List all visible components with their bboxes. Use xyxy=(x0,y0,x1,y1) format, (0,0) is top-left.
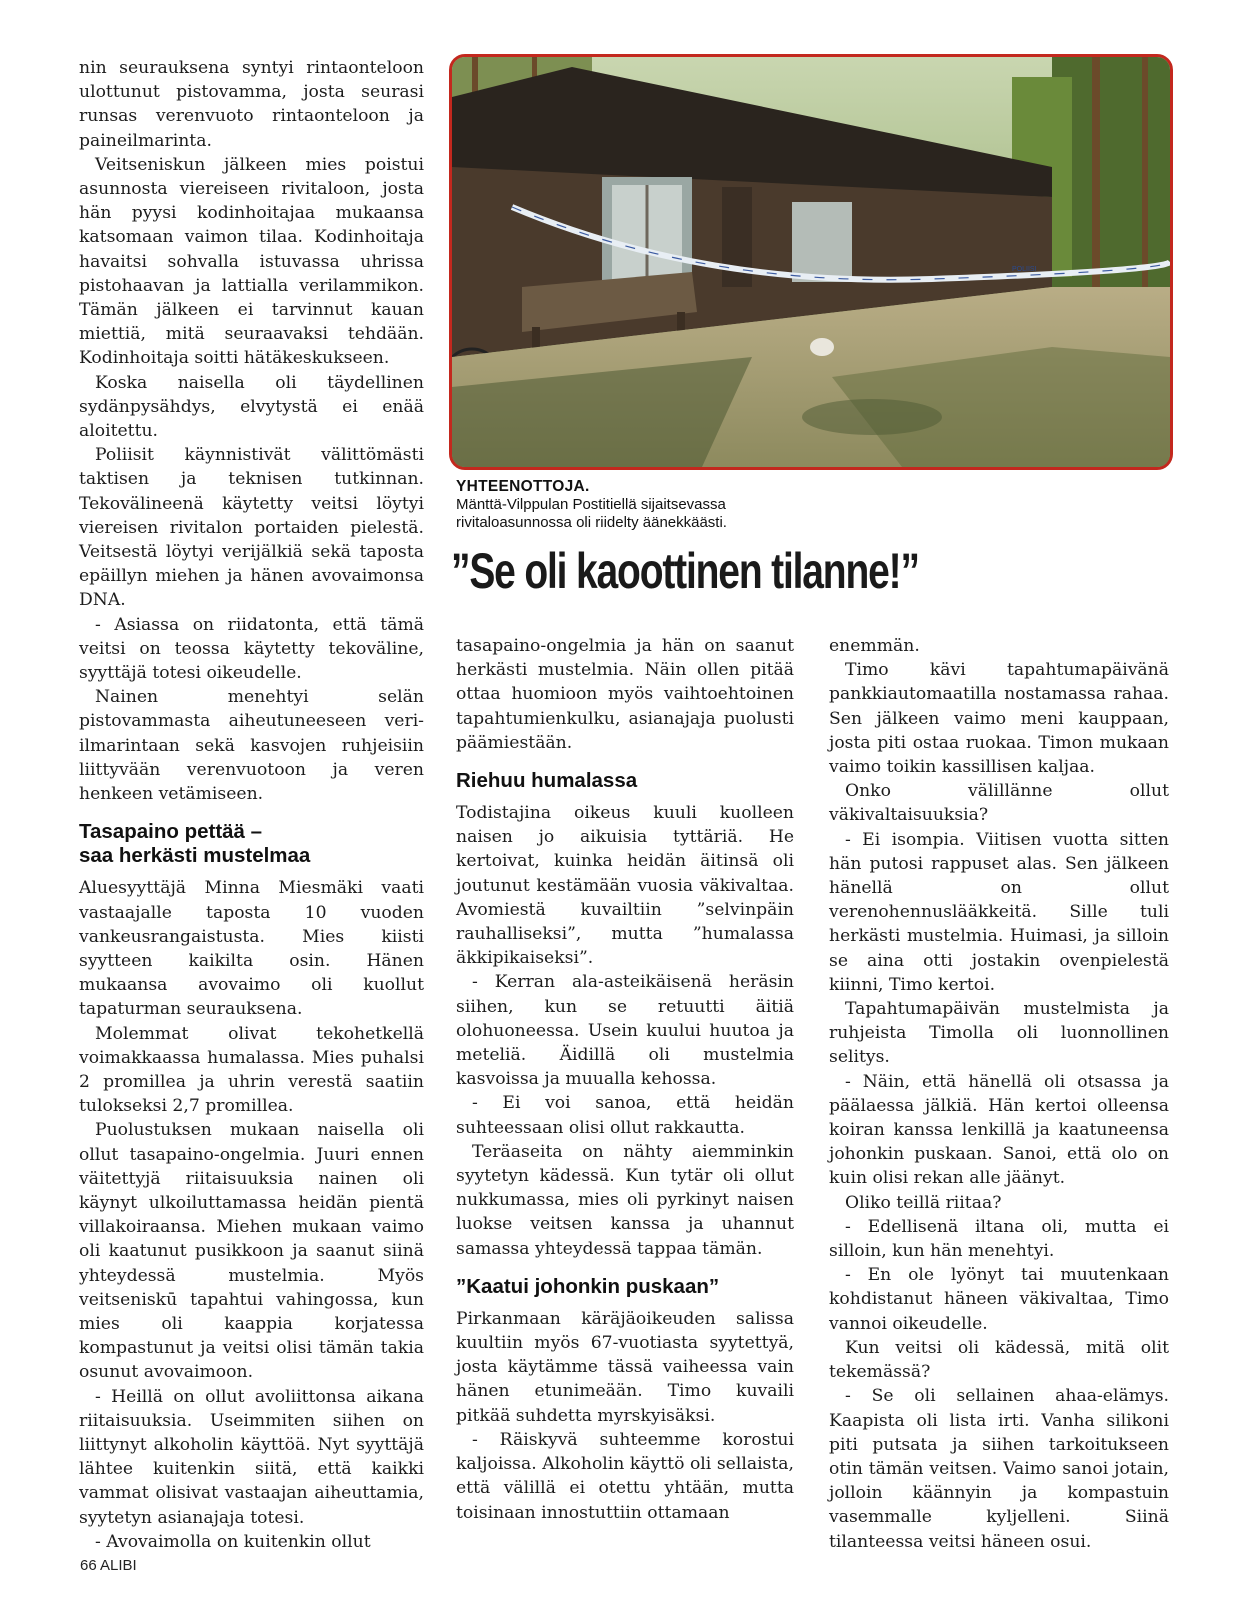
paragraph: Teräaseita on nähty aiemminkin syytetyn kädessä. Kun tytär oli ollut nukkumassa, mies oli pyrkinyt naisen luokse veitsen kanssa ja uhannut samassa yhteydessä tappaa tämän. xyxy=(456,1141,794,1259)
paragraph: Onko välillänne ollut väkivaltaisuuksia? xyxy=(829,781,1169,826)
paragraph: - Ei isompia. Viitisen vuotta sitten hän putosi rappuset alas. Sen jälkeen hänellä on ollut verenohennuslääkkeitä. Sille tuli herkästi mustelmia. Huimasi, ja silloin se aina otti jostakin ovenpielestä kiinni, Timo kertoi. xyxy=(829,829,1169,995)
article-photo xyxy=(449,54,1173,470)
photo-caption xyxy=(456,478,1156,532)
tape-label: POLIISI xyxy=(1012,266,1037,273)
paragraph: tasapaino-ongelmia ja hän on saanut herkästi mustelmia. Näin ollen pitää ottaa huomioon myös vaihtoehtoinen tapahtumienkulku, asianajaja puolusti päämiestään. xyxy=(456,636,794,753)
photo-house-scene xyxy=(452,57,1170,467)
paragraph: - En ole lyönyt tai muutenkaan kohdistanut häneen väkivaltaa, Timo vannoi oikeudelle. xyxy=(829,1265,1169,1334)
paragraph: Pirkanmaan käräjäoikeuden salissa kuultiin myös 67-vuotiasta syytettyä, josta käytämme tässä vaiheessa vain hänen etunimeään. Timo kuvaili pitkää suhdetta myrskyisäksi. xyxy=(456,1308,794,1426)
paragraph: Tapahtumapäivän mustelmista ja ruhjeista Timolla oli luonnollinen selitys. xyxy=(829,999,1169,1068)
subheading-line: Tasapaino pettää – xyxy=(79,820,263,844)
paragraph: Koska naisella oli täydellinen sydänpysähdys, elvytystä ei enää aloitettu. xyxy=(79,372,424,442)
paragraph: - Kerran ala-asteikäisenä heräsin siihen, kun se retuutti äitiä olohuoneessa. Usein kuului huutoa ja meteliä. Äidillä oli mustelmia kasvoissa ja muualla kehossa. xyxy=(456,972,794,1090)
paragraph: - Edellisenä iltana oli, mutta ei silloin, kun hän menehtyi. xyxy=(829,1216,1169,1262)
subheading: ”Kaatui johonkin puskaan” xyxy=(456,1274,720,1298)
article-column-2 xyxy=(456,634,794,1525)
paragraph: Poliisit käynnistivät välittömästi taktisen ja teknisen tutkinnan. Tekovälineenä käytetty veitsi löytyi viereisen rivitalon portaiden pielestä. Veitsestä löytyi verijälkiä sekä taposta epäillyn miehen ja hänen avovaimonsa DNA. xyxy=(79,445,424,611)
paragraph: nin seurauksena syntyi rintaonteloon ulottunut pistovamma, josta seurasi runsas verenvuoto rintaonteloon ja paineilmarinta. xyxy=(79,58,424,151)
caption-title: YHTEENOTTOJA. xyxy=(456,478,590,495)
paragraph: Timo kävi tapahtumapäivänä pankkiautomaatilla nostamassa rahaa. Sen jälkeen vaimo meni kauppaan, josta piti ostaa ruokaa. Timon mukaan vaimo toikin kassillisen kaljaa. xyxy=(829,660,1169,778)
article-headline: ”Se oli kaoottinen tilanne!” xyxy=(451,543,919,599)
article-column-3 xyxy=(829,634,1169,1554)
paragraph: Kun veitsi oli kädessä, mitä olit tekemässä? xyxy=(829,1337,1169,1383)
paragraph: Nainen menehtyi selän pistovammasta aiheutuneeseen veri-ilmarintaan sekä kasvojen ruhjeisiin liittyvään verenvuotoon ja veren henkeen vetämiseen. xyxy=(79,687,424,805)
paragraph: - Asiassa on riidatonta, että tämä veitsi on teossa käytetty tekoväline, syyttäjä totesi oikeudelle. xyxy=(79,614,424,684)
subheading: Riehuu humalassa xyxy=(456,769,638,793)
paragraph: - Se oli sellainen ahaa-elämys. Kaapista oli lista irti. Vanha silikoni piti putsata ja siihen tarkoitukseen otin tämän veitsen. Vaimo sanoi jotain, jolloin käännyin ja kompastuin vasemmalle kyljelleni. Siinä tilanteessa veitsi häneen osui. xyxy=(829,1386,1169,1552)
paragraph: enemmän. xyxy=(829,636,920,656)
subheading xyxy=(79,820,424,868)
paragraph: Veitseniskun jälkeen mies poistui asunnosta viereiseen rivitaloon, josta hän pyysi kodinhoitajaa mukaansa katsomaan vaimon tilaa. Kodinhoitaja havaitsi sohvalla istuvassa uhrissa pistohaavan ja lattialla verilammikon. Tämän jälkeen ei tarvinnut kauan miettiä, mitä seuraavaksi tehdään. Kodinhoitaja soitti hätäkeskukseen. xyxy=(79,154,424,369)
paragraph: - Heillä on ollut avoliittonsa aikana riitaisuuksia. Useimmiten siihen on liittynyt alkoholin käyttöä. Nyt syyttäjä lähtee kuitenkin siitä, että kaikki vammat olisivat vastaajan aiheuttamia, syytetyn asianajaja totesi. xyxy=(79,1386,424,1528)
page-footer: 66 ALIBI xyxy=(80,1557,137,1574)
paragraph: - Näin, että hänellä oli otsassa ja päälaessa jälkiä. Hän kertoi olleensa koiran kanssa lenkillä ja kaatuneensa johonkin puskaan. Sanoi, että olo on kuin olisi rekan alle jäänyt. xyxy=(829,1071,1169,1189)
paragraph: Puolustuksen mukaan naisella oli ollut tasapaino-ongelmia. Juuri ennen väitettyjä riitaisuuksia nainen oli käynyt ulkoiluttamassa heidän pientä villakoiraansa. Miehen mukaan vaimo oli kaatunut pusikkoon ja saanut siinä yhteydessä mustelmia. Myös veitseniskū tapahtui vahingossa, kun mies oli kaappia korjatessa kompastunut ja veitsi olisi tämän takia osunut avovaimoon. xyxy=(79,1120,424,1383)
paragraph: - Räiskyvä suhteemme korostui kaljoissa. Alkoholin käyttö oli sellaista, että välillä ei otettu yhtään, mutta toisinaan innostuttiin ottamaan xyxy=(456,1429,794,1523)
caption-line: rivitaloasunnossa oli riidelty äänekkäästi. xyxy=(456,514,727,531)
paragraph: Aluesyyttäjä Minna Miesmäki vaati vastaajalle taposta 10 vuoden vankeusrangaistusta. Mies kiisti syytteen kaikilta osin. Hänen mukaansa avovaimo oli kuollut tapaturman seurauksena. xyxy=(79,878,424,1020)
paragraph: - Ei voi sanoa, että heidän suhteessaan olisi ollut rakkautta. xyxy=(456,1093,794,1138)
paragraph: Todistajina oikeus kuuli kuolleen naisen jo aikuisia tyttäriä. He kertoivat, kuinka heidän äitinsä oli joutunut kestämään vuosia väkivaltaa. Avomiestä kuvailtiin ”selvinpäin rauhalliseksi”, mutta ”humalassa äkkipikaiseksi”. xyxy=(456,803,794,969)
paragraph: Molemmat olivat tekohetkellä voimakkaassa humalassa. Mies puhalsi 2 promillea ja uhrin verestä saatiin tulokseksi 2,7 promillea. xyxy=(79,1023,424,1117)
caption-line: Mänttä-Vilppulan Postitiellä sijaitsevassa xyxy=(456,496,726,513)
article-column-1 xyxy=(79,56,424,1554)
paragraph: Oliko teillä riitaa? xyxy=(845,1192,1002,1213)
paragraph: - Avovaimolla on kuitenkin ollut xyxy=(95,1531,371,1552)
subheading-line: saa herkästi mustelmaa xyxy=(79,844,311,868)
